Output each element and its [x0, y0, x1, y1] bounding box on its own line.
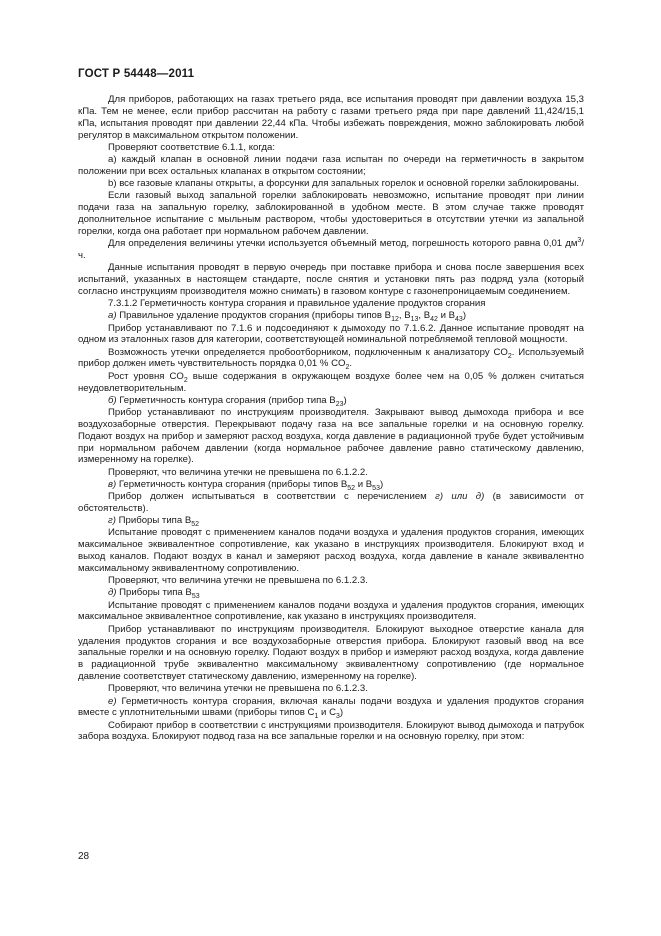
- list-item-a: a) каждый клапан в основной линии подачи газа испытан по очереди на герметичность в закрытом положении при всех остальных клапанах в открытом состоянии;: [78, 154, 584, 177]
- section-heading: 7.3.1.2 Герметичность контура сгорания и правильное удаление продуктов сгорания: [108, 298, 486, 310]
- paragraph: Прибор устанавливают по 7.1.6 и подсоединяют к дымоходу по 7.1.6.2. Данное испытание проводят на одном из эталонных газов для категории, соответствующей номинальной потребляемой тепловой мощности.: [78, 322, 584, 346]
- paragraph: Проверяют, что величина утечки не превышена по 6.1.2.2.: [108, 466, 368, 478]
- paragraph: Испытание проводят с применением каналов подачи воздуха и удаления продуктов сгорания, имеющих максимальное эквивалентное сопротивление, как указано в инструкциях производителя.: [78, 599, 584, 623]
- paragraph: Возможность утечки определяется пробоотборником, подключенным к анализатору $CO_2$. Используемый прибор должен иметь чувствительность порядка 0,01 % $CO_2$.: [78, 346, 584, 372]
- paragraph: Прибор устанавливают по инструкциям производителя. Блокируют выходное отверстие канала для удаления продуктов сгорания и все воздухозаборные отверстия прибора. Блокируют газовый ввод на все запальные горелки и на основную горелку. Подают воздух в прибор и измеряют расход воздуха, когда давление в радиационной трубе эквивалентно максимальному эквивалентному сопротивлению (где нормальное давление соответствует статическому давлению, измеренному на горелке).: [78, 623, 584, 683]
- paragraph: Проверяют соответствие 6.1.1, когда:: [108, 141, 276, 153]
- list-item-b: b) все газовые клапаны открыты, а форсунки для запальных горелок и основной горелки заблокированы.: [108, 178, 580, 190]
- page-number: 28: [78, 851, 90, 862]
- paragraph: Проверяют, что величина утечки не превышена по 6.1.2.3.: [108, 575, 368, 587]
- paragraph: Для приборов, работающих на газах третьего ряда, все испытания проводят при давлении воздуха 15,3 кПа. Тем не менее, если прибор рассчитан на работу с газами третьего ряда при паре давлений 11,424/15,1 кПа, испытания проводят при давлении 22,44 кПа. Чтобы избежать повреждения, можно заблокировать любой регулятор в максимальном открытом положении.: [78, 94, 584, 141]
- paragraph: Прибор должен испытываться в соответствии с перечислением г) или д) (в зависимости от обстоятельств).: [78, 491, 584, 514]
- subitem-heading: в) Герметичность контура сгорания (приборы типов $B_{52}$ и $B_{53}$): [108, 478, 384, 492]
- subitem-heading: б) Герметичность контура сгорания (прибор типа $B_{23}$): [108, 394, 347, 408]
- paragraph: Данные испытания проводят в первую очередь при поставке прибора и снова после завершения всех испытаний, указанных в настоящем стандарте, после снятия и установки пять раз подряд узла (который согласно инструкциям производителя можно снимать) в газовом контуре с газонепроницаемым соединением.: [78, 262, 584, 297]
- paragraph: Собирают прибор в соответствии с инструкциями производителя. Блокируют вывод дымохода и патрубок забора воздуха. Блокируют подвод газа на все запальные горелки и на основную горелку, при этом:: [78, 719, 584, 743]
- subitem-heading: г) Приборы типа $B_{52}$: [108, 515, 200, 529]
- paragraph: Испытание проводят с применением каналов подачи воздуха и удаления продуктов сгорания, имеющих максимальное эквивалентное сопротивление, как указано в инструкциях производителя. Блокируют вход и выход каналов. Подают воздух в канал и замеряют расход воздуха, когда давление в канале эквивалентно максимальному эквивалентному сопротивлению.: [78, 527, 584, 574]
- standard-header: ГОСТ Р 54448—2011: [78, 68, 195, 80]
- paragraph: Для определения величины утечки используется объемный метод, погрешность которого равна 0,01 $дм^3/ч$.: [78, 236, 584, 261]
- document-body: [78, 94, 584, 744]
- subitem-heading: е) Герметичность контура сгорания, включая каналы подачи воздуха и удаления продуктов сгорания вместе с уплотнительными швами (приборы типов $C_1$ и $C_3$): [78, 695, 584, 721]
- paragraph: Прибор устанавливают по инструкциям производителя. Закрывают вывод дымохода прибора и все воздухозаборные отверстия. Перекрывают подачу газа на все запальные горелки и на основную горелку. Подают воздух на прибор и замеряют расход воздуха, когда давление в радиационной трубе будет устойчивым при нормальном рабочем давлении (когда нормальное рабочее давление равно статическому давлению, измеренному на горелке).: [78, 407, 584, 466]
- subitem-heading: д) Приборы типа $B_{53}$: [108, 587, 200, 601]
- paragraph: Проверяют, что величина утечки не превышена по 6.1.2.3.: [108, 683, 368, 695]
- paragraph: Если газовый выход запальной горелки заблокировать невозможно, испытание проводят при линии подачи газа на запальную горелку, заблокированной в удобном месте. В этом случае также проводят дополнительное испытание с мыльным раствором, чтобы удостовериться в отсутствии утечки из запальной горелки, когда она работает при нормальном рабочем давлении.: [78, 190, 584, 237]
- subitem-heading: а) Правильное удаление продуктов сгорания (приборы типов $B_{12}$, $B_{13}$, $B_{42}$ и $B_{43}$): [108, 310, 467, 324]
- paragraph: Рост уровня $CO_2$ выше содержания в окружающем воздухе более чем на 0,05 % должен считаться неудовлетворительным.: [78, 370, 584, 394]
